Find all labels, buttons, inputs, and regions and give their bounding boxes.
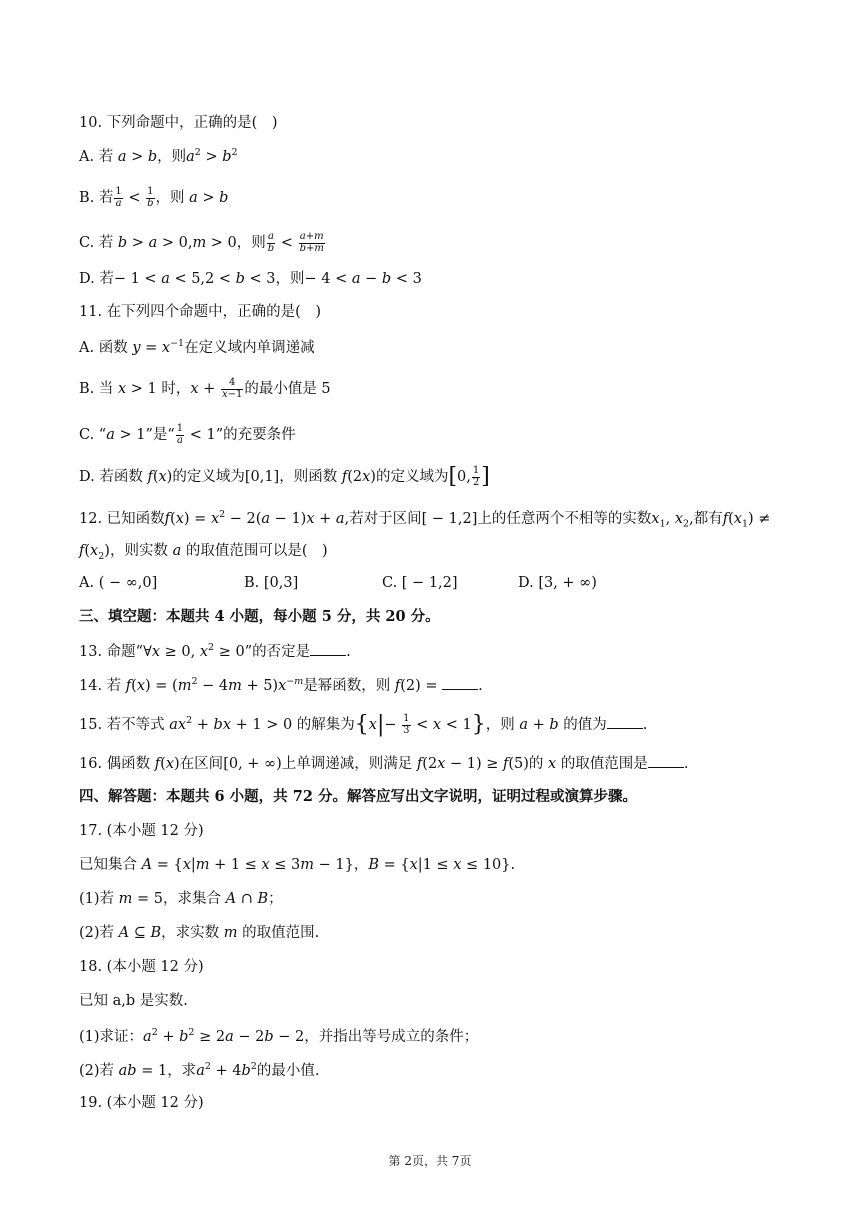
q17-given: 已知集合 A = {x|m + 1 ≤ x ≤ 3m − 1}，B = {x|1 ≤ x ≤ 10}. xyxy=(79,857,516,873)
section-4-heading: 四、解答题：本题共 6 小题，共 72 分。解答应写出文字说明，证明过程或演算步骤。 xyxy=(79,788,637,805)
q13: 13. 命题“∀x ≥ 0, $x^2 \ge 0$”的否定是 . xyxy=(79,642,351,660)
q18-heading: 18. (本小题 12 分) xyxy=(79,959,204,975)
q17-part-1: (1)若 m = 5，求集合 A ∩ B； xyxy=(79,891,283,907)
page-footer: 第 2页，共 7页 xyxy=(388,1154,472,1168)
q18-part-1: (1)求证：$a^2 + b^2 \ge 2a - 2b - 2$，并指出等号成立的条件； xyxy=(79,1027,479,1045)
q12-options xyxy=(0,576,860,592)
q19-heading: 19. (本小题 12 分) xyxy=(79,1095,204,1111)
q17-heading: 17. (本小题 12 分) xyxy=(79,823,204,839)
q11-option-d: D. 若函数 f(x)的定义域为[0,1]，则函数 f(2x)的定义域为[0, $\frac{1}{2}$ ] xyxy=(79,464,490,489)
q14: 14. 若 $f(x) = (m^2 - 4m + 5)x^{-m}$是幂函数，则 f(2) = . xyxy=(79,676,483,694)
q11-option-b: B. 当 x > 1 时，x + $\frac{4}{x-1}$ 的最小值是 5 xyxy=(79,377,331,400)
q10-option-d: D. 若− 1 < a < 5,2 < b < 3，则− 4 < a − b < 3 xyxy=(79,271,422,287)
q11-option-a: A. 函数 $y = x^{-1}$在定义域内单调递减 xyxy=(79,338,315,356)
q10-stem: 10. 下列命题中，正确的是( ) xyxy=(79,115,278,131)
q17-part-2: (2)若 A ⊆ B，求实数 m 的取值范围. xyxy=(79,925,320,941)
q11-stem: 11. 在下列四个命题中，正确的是( ) xyxy=(79,304,321,320)
q18-part-2: (2)若 ab = 1，求$a^2 + 4b^2$的最小值. xyxy=(79,1061,320,1079)
q12-option-a: A. ( − ∞,0] xyxy=(79,575,158,591)
q10-option-b: B. 若 $\frac{1}{a}$ < $\frac{1}{b}$ ，则 a > b xyxy=(79,186,229,209)
q15: 15. 若不等式 $ax^2$ + bx + 1 > 0 的解集为{x|− $\frac{1}{3}$ < x < 1}，则 a + b 的值为 . xyxy=(79,712,648,737)
q10-option-c: C. 若 b > a > 0,m > 0，则 $\frac{a}{b}$ < $\frac{a+m}{b+m}$ xyxy=(79,231,324,254)
q16: 16. 偶函数 f(x)在区间[0, + ∞)上单调递减，则满足 f(2x − 1) ≥ f(5)的 x 的取值范围是 . xyxy=(79,756,689,772)
q10-option-a: A. 若 a > b，则$a^2 > b^2$ xyxy=(79,147,238,165)
q18-given: 已知 a,b 是实数. xyxy=(79,993,188,1009)
q11-option-c: C. “a > 1”是“ $\frac{1}{a}$ < 1”的充要条件 xyxy=(79,423,296,446)
q12-option-d: D. [3, + ∞) xyxy=(518,575,597,591)
q12-line-1: 12. 已知函数$f(x) = x^2 - 2(a - 1)x + a$,若对于区间[ − 1,2]上的任意两个不相等的实数$x_1$, $x_2$,都有$f(x_1)$ ≠ xyxy=(79,509,771,530)
q12-option-c: C. [ − 1,2] xyxy=(382,575,458,591)
q12-line-2: $f(x_2)$，则实数 a 的取值范围可以是( ) xyxy=(79,543,328,562)
section-3-heading: 三、填空题：本题共 4 小题，每小题 5 分，共 20 分。 xyxy=(79,608,440,625)
q12-option-b: B. [0,3] xyxy=(244,575,299,591)
